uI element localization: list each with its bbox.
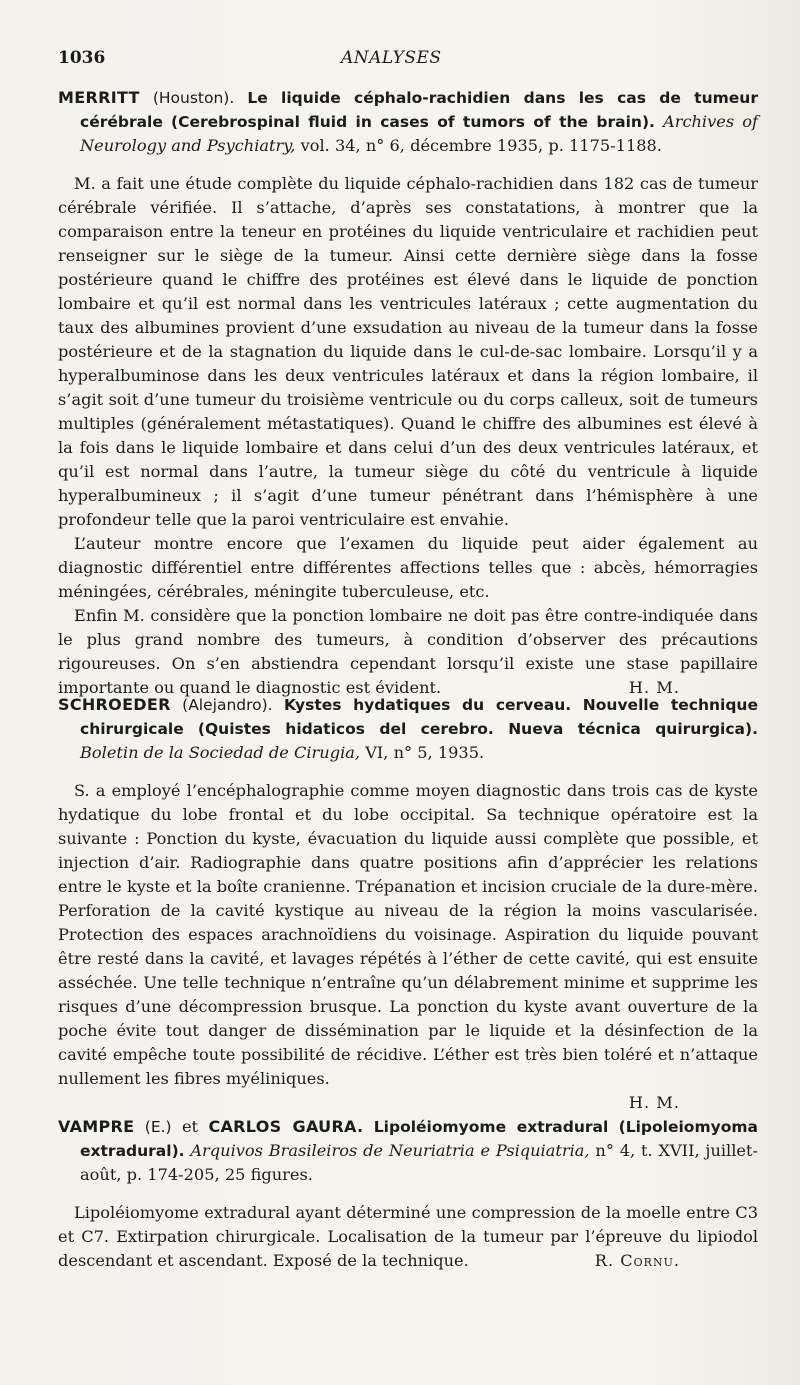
article-body	[58, 779, 758, 1115]
article-title: Le liquide céphalo-rachidien dans les cas de tumeur cérébrale	[80, 89, 758, 131]
journal-name: Boletin de la Sociedad de Cirugia,	[80, 743, 361, 762]
article-original-title: (Cerebrospinal fluid in cases of tumors of the brain).	[170, 113, 655, 131]
journal-name: Archives of Neurology and Psychiatry,	[80, 112, 758, 155]
review-article-merritt	[58, 86, 758, 700]
journal-reference: vol. 34, n° 6, décembre 1935, p. 1175-1188.	[300, 136, 663, 155]
author-location: (E.)	[144, 1118, 172, 1136]
article-body	[58, 172, 758, 700]
second-author-name: CARLOS GAURA.	[208, 1117, 364, 1136]
journal-reference: VI, n° 5, 1935.	[365, 743, 485, 762]
article-body	[58, 1201, 758, 1273]
reviewer-signature: H. M.	[628, 1093, 680, 1112]
article-original-title: (Lipoleiomyoma extradural).	[80, 1118, 758, 1160]
page-header	[58, 48, 758, 72]
author-name: VAMPRE	[58, 1117, 135, 1136]
article-heading	[58, 1115, 758, 1187]
journal-name: Arquivos Brasileiros de Neuriatria e Psiquiatria,	[190, 1141, 590, 1160]
running-title: ANALYSES	[341, 48, 442, 68]
journal-reference: n° 4, t. XVII, juillet-août, p. 174-205, 25 figures.	[80, 1141, 758, 1184]
reviewer-signature: H. M.	[628, 678, 680, 697]
review-article-schroeder	[58, 693, 758, 1115]
paragraph: M. a fait une étude complète du liquide céphalo-rachidien dans 182 cas de tumeur cérébrale vérifiée. Il s’attache, d’après ses constatations, à montrer que la comparaison entre la teneur en protéines du liquide ventriculaire et rachidien peut renseigner sur le siège de la tumeur. Ainsi cette dernière siège dans la fosse postérieure quand le chiffre des protéines est élevé dans le liquide de ponction lombaire et qu’il est normal dans les ventricules latéraux ; cette augmentation du taux des albumines provient d’une exsudation au niveau de la tumeur dans la fosse postérieure et de la stagnation du liquide dans le cul-de-sac lombaire. Lorsqu’il y a hyperalbuminose dans les deux ventricules latéraux et dans la région lombaire, il s’agit soit d’une tumeur du troisième ventricule ou du corps calleux, soit de tumeurs multiples (généralement métastatiques). Quand le chiffre des albumines est élevé à la fois dans le liquide lombaire et dans celui d’un des deux ventricules latéraux, et qu’il est normal dans l’autre, la tumeur siège du côté du ventricule à liquide hyperalbumineux ; il s’agit d’une tumeur pénétrant dans l’hémisphère à une profondeur telle que la paroi ventriculaire est envahie.	[58, 174, 758, 529]
paragraph: L’auteur montre encore que l’examen du liquide peut aider également au diagnostic différentiel entre différentes affections telles que : abcès, hémorragies méningées, cérébrales, méningite tuberculeuse, etc.	[58, 534, 758, 601]
article-heading	[58, 693, 758, 765]
paragraph	[58, 1201, 758, 1273]
paragraph-text: Enfin M. considère que la ponction lombaire ne doit pas être contre-indiquée dans le plus grand nombre des tumeurs, à condition d’observer des précautions rigoureuses. On s’en abstiendra cependant lorsqu’il existe une stase papillaire importante ou quand le diagnostic est évident.	[58, 606, 758, 697]
review-article-vampre	[58, 1115, 758, 1273]
author-location: (Houston).	[152, 89, 235, 107]
reviewer-signature: R. Cornu.	[594, 1251, 680, 1270]
paragraph: S. a employé l’encéphalographie comme moyen diagnostic dans trois cas de kyste hydatique du lobe frontal et du lobe occipital. Sa technique opératoire est la suivante : Ponction du kyste, évacuation du liquide aussi complète que possible, et injection d’air. Radiographie dans quatre positions afin d’apprécier les relations entre le kyste et la boîte cranienne. Trépanation et incision cruciale de la dure-mère. Perforation de la cavité kystique au niveau de la région la moins vascularisée. Protection des espaces arachnoïdiens du voisinage. Aspiration du liquide pouvant être resté dans la cavité, et lavages répétés à l’éther de cette cavité, qui est ensuite asséchée. Une telle technique n’entraîne qu’un délabrement minime et supprime les risques d’une décompression brusque. La ponction du kyste avant ouverture de la poche évite tout danger de dissémination par le liquide et la désinfection de la cavité empêche toute possibilité de récidive. L’éther est très bien toléré et n’attaque nullement les fibres myéliniques.	[58, 781, 758, 1088]
article-original-title: (Quistes hidaticos del cerebro. Nueva técnica quirurgica).	[197, 720, 758, 738]
paragraph-text: Lipoléiomyome extradural ayant déterminé une compression de la moelle entre C3 et C7. Extirpation chirurgicale. Localisation de la tumeur par l’épreuve du lipiodol descendant et ascendant. Exposé de la technique.	[58, 1203, 758, 1270]
author-name: SCHROEDER	[58, 695, 171, 714]
author-connector: et	[181, 1117, 199, 1136]
author-location: (Alejandro).	[182, 696, 273, 714]
author-name: MERRITT	[58, 88, 140, 107]
article-title: Kystes hydatiques du cerveau. Nouvelle technique chirurgicale	[80, 696, 758, 738]
paragraph	[58, 604, 758, 700]
article-heading	[58, 86, 758, 158]
article-title: Lipoléiomyome extradural	[373, 1118, 609, 1136]
page-number: 1036	[58, 48, 106, 68]
